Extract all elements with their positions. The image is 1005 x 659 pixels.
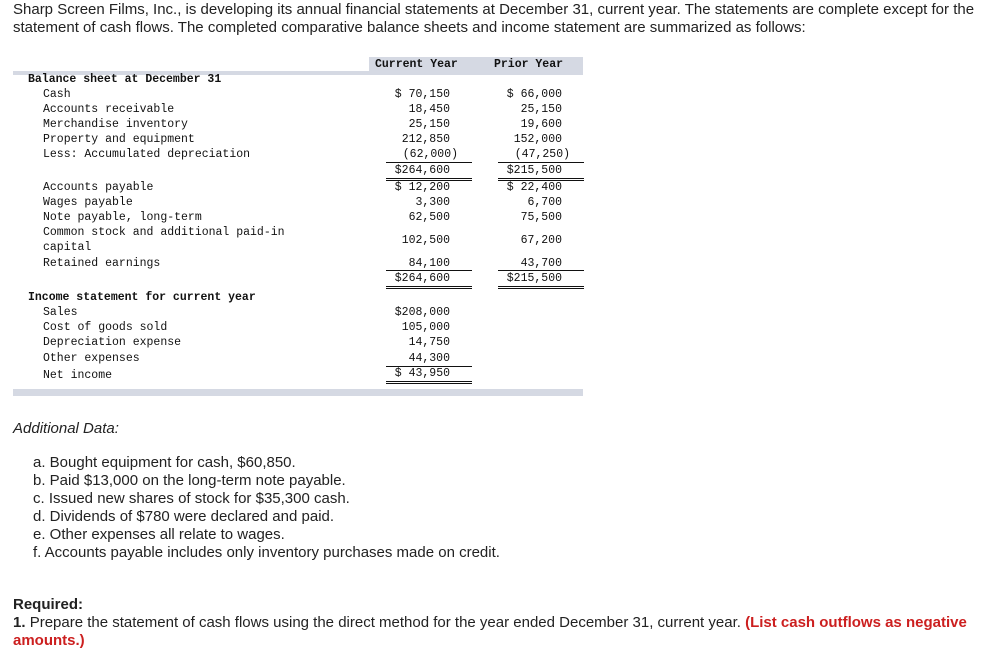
ppe-current: 212,850 (401, 133, 450, 146)
required-instruction (13, 614, 988, 650)
accum-dep-prior: (47,250) (514, 148, 570, 161)
row-label-cogs: Cost of goods sold (43, 321, 168, 334)
le-subtotal-rule-current (386, 270, 472, 271)
list-item: c. Issued new shares of stock for $35,300 cash. (33, 490, 350, 507)
stock-prior: 67,200 (520, 234, 562, 247)
row-label-common-stock: Common stock and additional paid-in (43, 226, 285, 239)
sales-current: $208,000 (394, 306, 450, 319)
row-label-note-payable: Note payable, long-term (43, 211, 202, 224)
note-prior: 75,500 (520, 211, 562, 224)
re-current: 84,100 (408, 257, 450, 270)
row-label-merchandise-inventory: Merchandise inventory (43, 118, 188, 131)
row-label-other-expenses: Other expenses (43, 352, 140, 365)
ar-prior: 25,150 (520, 103, 562, 116)
cogs-current: 105,000 (401, 321, 450, 334)
wages-prior: 6,700 (527, 196, 562, 209)
additional-data-list (33, 454, 500, 562)
ap-current: $ 12,200 (394, 181, 450, 194)
list-item: f. Accounts payable includes only inventory purchases made on credit. (33, 544, 500, 561)
intro-text: Sharp Screen Films, Inc., is developing its annual financial statements at December 31, current year. The statements are complete except for the statement of cash flows. The completed comparative balance sheets and income statement are summarized as follows: (13, 1, 975, 36)
total-le-rule-prior-1 (498, 286, 584, 287)
inventory-current: 25,150 (408, 118, 450, 131)
income-statement-header: Income statement for current year (28, 291, 256, 304)
required-number: 1. (13, 614, 26, 631)
cash-prior: $ 66,000 (506, 88, 562, 101)
ap-prior: $ 22,400 (506, 181, 562, 194)
list-item: a. Bought equipment for cash, $60,850. (33, 454, 296, 471)
dep-expense-current: 14,750 (408, 336, 450, 349)
list-item: e. Other expenses all relate to wages. (33, 526, 285, 543)
row-label-depreciation-expense: Depreciation expense (43, 336, 182, 349)
subtotal-rule-current (386, 162, 472, 163)
ar-current: 18,450 (408, 103, 450, 116)
required-title: Required: (13, 596, 84, 613)
balance-sheet-header: Balance sheet at December 31 (28, 73, 222, 86)
ppe-prior: 152,000 (513, 133, 562, 146)
total-liabilities-current: $264,600 (394, 272, 450, 285)
list-item: d. Dividends of $780 were declared and paid. (33, 508, 335, 525)
cash-current: $ 70,150 (394, 88, 450, 101)
note-current: 62,500 (408, 211, 450, 224)
total-assets-prior: $215,500 (506, 164, 562, 177)
row-label-property-equipment: Property and equipment (43, 133, 195, 146)
row-label-accounts-receivable: Accounts receivable (43, 103, 175, 116)
table-bottom-band (13, 389, 583, 396)
row-label-accounts-payable: Accounts payable (43, 181, 154, 194)
row-label-retained-earnings: Retained earnings (43, 257, 161, 270)
col-prior-header: Prior Year (494, 58, 564, 71)
col-current-header: Current Year (375, 58, 458, 71)
total-assets-rule-prior-1 (498, 178, 584, 179)
net-income-rule-bottom-1 (386, 381, 472, 382)
other-expenses-current: 44,300 (408, 352, 450, 365)
wages-current: 3,300 (415, 196, 450, 209)
row-label-wages-payable: Wages payable (43, 196, 133, 209)
row-label-common-stock-line2: capital (43, 241, 92, 254)
net-income-rule-bottom-2 (386, 383, 472, 384)
row-label-net-income: Net income (43, 369, 113, 382)
required-section (13, 596, 988, 650)
row-label-sales: Sales (43, 306, 78, 319)
required-note: (List cash outflows as negative amounts.) (13, 614, 967, 649)
row-label-cash: Cash (43, 88, 71, 101)
inventory-prior: 19,600 (520, 118, 562, 131)
re-prior: 43,700 (520, 257, 562, 270)
total-le-rule-current-2 (386, 288, 472, 289)
list-item: b. Paid $13,000 on the long-term note payable. (33, 472, 346, 489)
additional-data-title: Additional Data: (13, 420, 119, 437)
accum-dep-current: (62,000) (402, 148, 458, 161)
financial-statements-table (13, 57, 583, 397)
stock-current: 102,500 (401, 234, 450, 247)
total-le-rule-prior-2 (498, 288, 584, 289)
total-assets-rule-current-1 (386, 178, 472, 179)
total-liabilities-prior: $215,500 (506, 272, 562, 285)
le-subtotal-rule-prior (498, 270, 584, 271)
required-text: Prepare the statement of cash flows using the direct method for the year ended December 31, current year. (29, 614, 741, 631)
net-income-current: $ 43,950 (394, 367, 450, 380)
subtotal-rule-prior (498, 162, 584, 163)
total-le-rule-current-1 (386, 286, 472, 287)
total-assets-current: $264,600 (394, 164, 450, 177)
row-label-accumulated-depreciation: Less: Accumulated depreciation (43, 148, 251, 161)
